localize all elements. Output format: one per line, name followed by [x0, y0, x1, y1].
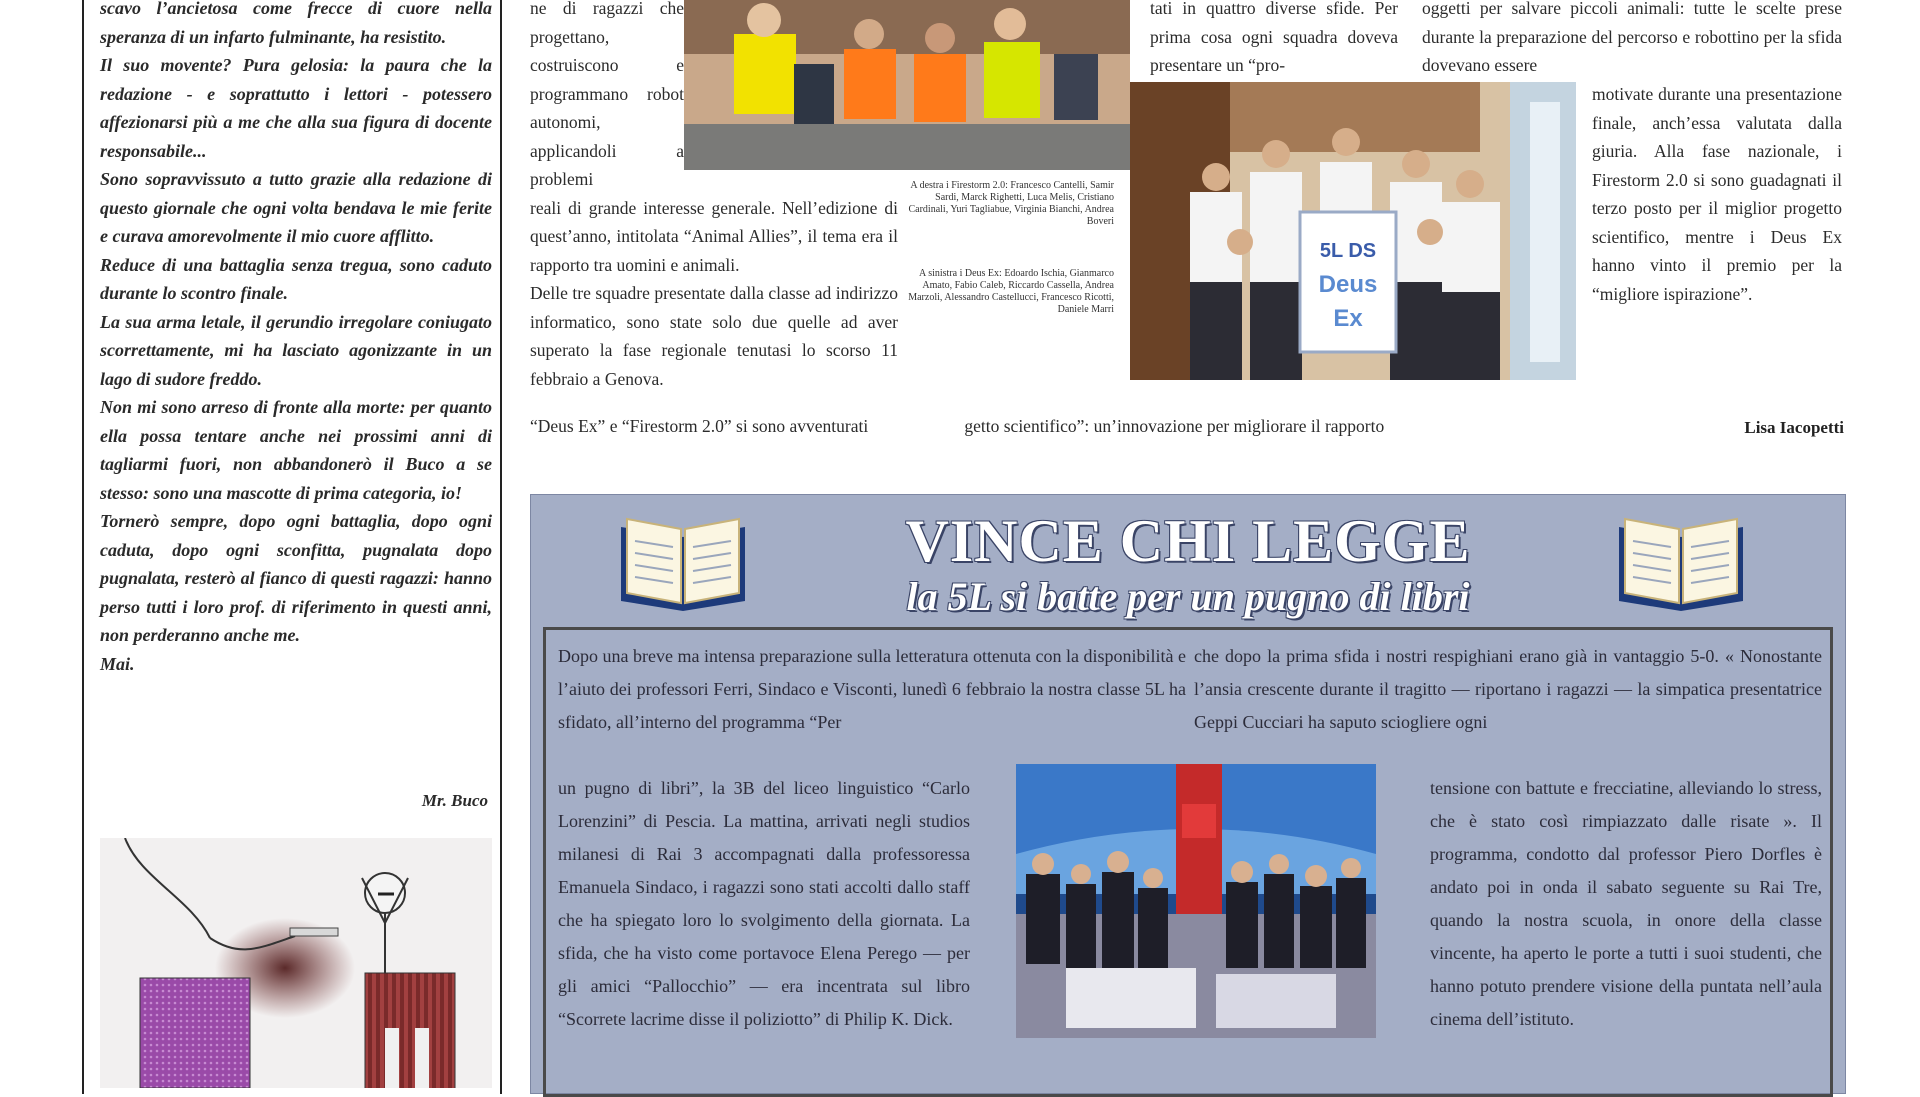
paragraph: Tornerò sempre, dopo ogni battaglia, dopo ogni caduta, dopo ogni sconfitta, pugnalata dopo pugnalata, resterò al fianco di questi ragazzi: hanno perso tutti i loro prof. di riferimento in questi anni, non perderanno anche me. [100, 511, 492, 645]
book-contest-article [530, 494, 1846, 1094]
book-column-1-body: un pugno di libri”, la 3B del liceo linguistico “Carlo Lorenzini” di Pescia. La mattina, arrivati negli studios milanesi di Rai 3 accompagnati dalla professoressa Emanuela Sindaco, i ragazzi sono stati accolti dallo staff che ha spiegato loro lo svolgimento della giornata. La sfida, che ha visto come portavoce Elena Perego — per gli amici “Pallocchio” — era incentrata sul libro “Scorrete lacrime disse il poliziotto” di Philip K. Dick. [558, 778, 970, 1029]
robotics-column-2: tati in quattro diverse sfide. Per prima cosa ogni squadra doveva presentare un “pro- [1150, 0, 1398, 75]
book-column-2-intro: che dopo la prima sfida i nostri respighiani erano già in vantaggio 5-0. « Nonostante l’ansia crescente durante il tragitto — riportano i ragazzi — la simpatica presentatrice Geppi Cucciari ha saputo sciogliere ogni [1194, 646, 1822, 732]
bottom-line-right: getto scientifico”: un’innovazione per migliorare il rapporto [964, 416, 1385, 436]
bottom-line-left: “Deus Ex” e “Firestorm 2.0” si sono avventurati [530, 416, 869, 436]
tv-studio-photo [1016, 764, 1376, 1038]
paragraph: Il suo movente? Pura gelosia: la paura che la redazione - e soprattutto i lettori - potessero affezionarsi più a me che alla sua figura di docente responsabile... [100, 55, 492, 161]
robotics-column-3-top: oggetti per salvare piccoli animali: tutte le scelte prese durante la preparazione del percorso e robottino per la sfida dovevano essere [1422, 0, 1842, 75]
left-column [82, 0, 502, 1094]
paragraph: Sono sopravvissuto a tutto grazie alla redazione di questo giornale che ogni volta bendava le mie ferite e curava amorevolmente il mio cuore afflitto. [100, 169, 492, 246]
photo-caption-deusex: A sinistra i Deus Ex: Edoardo Ischia, Gianmarco Amato, Fabio Caleb, Riccardo Cassella, Andrea Marzoli, Alessandro Castellucci, Francesco Ricotti, Daniele Marri [908, 268, 1114, 315]
team-sign-line-1: 5L DS [1319, 240, 1377, 262]
article-body-frame [543, 627, 1833, 1097]
article-title: VINCE CHI LEGGE [905, 508, 1471, 574]
team-sign-line-3: Ex [1333, 305, 1363, 332]
book-column-2-body: tensione con battute e frecciatine, alleviando lo stress, che è stato così rimpiazzato dalle risate ». Il programma, condotto dal professor Piero Dorfles è andato poi in onda il sabato seguente su Rai Tre, quando la nostra scuola, in onore della classe vincente, ha aperto le porte a tutti i suoi studenti, che hanno potuto prendere visione della puntata nell’aula cinema dell’istituto. [1430, 778, 1822, 1029]
paragraph: scavo l’ancietosa come frecce di cuore nella speranza di un infarto fulminante, ha resistito. [100, 0, 492, 47]
team-sign-line-2: Deus [1318, 271, 1378, 298]
article-subtitle: la 5L si batte per un pugno di libri [906, 574, 1470, 619]
robotics-column-3-body: motivate durante una presentazione finale, anch’essa valutata dalla giuria. Alla fase nazionale, i Firestorm 2.0 si sono guadagnati il terzo posto per il miglior progetto scientifico, mentre i Deus Ex hanno vinto il premio per la “migliore ispirazione”. [1592, 84, 1842, 304]
robotics-team-photo-firestorm [684, 0, 1130, 170]
robotics-team-photo-deusex [1130, 82, 1576, 380]
book-column-1-intro: Dopo una breve ma intensa preparazione sulla letteratura ottenuta con la disponibilità e l’aiuto dei professori Ferri, Sindaco e Visconti, lunedì 6 febbraio la nostra classe 5L ha sfidato, all’interno del programma “Per [558, 646, 1186, 732]
paragraph: Delle tre squadre presentate dalla classe ad indirizzo informatico, sono state solo due quelle ad aver superato la fase regionale tenutasi lo scorso 11 febbraio a Genova. [530, 283, 898, 389]
paragraph: Non mi sono arreso di fronte alla morte: per quanto ella possa tentare anche nei prossimi anni di tagliarmi fuori, non abbandonerò il Buco a se stesso: sono una mascotte di prima categoria, io! [100, 397, 492, 503]
robotics-bottom-line [530, 412, 1400, 441]
paragraph: reali di grande interesse generale. Nell’edizione di quest’anno, intitolata “Animal Allies”, il tema era il rapporto tra uomini e animali. [530, 197, 898, 275]
paragraph: Reduce di una battaglia senza tregua, sono caduto durante lo scontro finale. [100, 254, 492, 303]
article-signature: Mr. Buco [421, 791, 488, 810]
paragraph: Mai. [100, 653, 135, 674]
photo-caption-firestorm: A destra i Firestorm 2.0: Francesco Cantelli, Samir Sardi, Marck Righetti, Luca Melis, Cristiano Cardinali, Yuri Tagliabue, Virginia Bianchi, Andrea Boveri [908, 180, 1114, 227]
robotics-author: Lisa Iacopetti [1744, 418, 1844, 437]
paragraph: La sua arma letale, il gerundio irregolare coniugato scorrettamente, mi ha lasciato agonizzante in un lago di sudore freddo. [100, 311, 492, 389]
mr-buco-article [100, 0, 492, 678]
cartoon-illustration [100, 838, 492, 1088]
paragraph: ne di ragazzi che progettano, costruiscono e programmano robot autonomi, applicandoli a problemi [530, 0, 684, 189]
